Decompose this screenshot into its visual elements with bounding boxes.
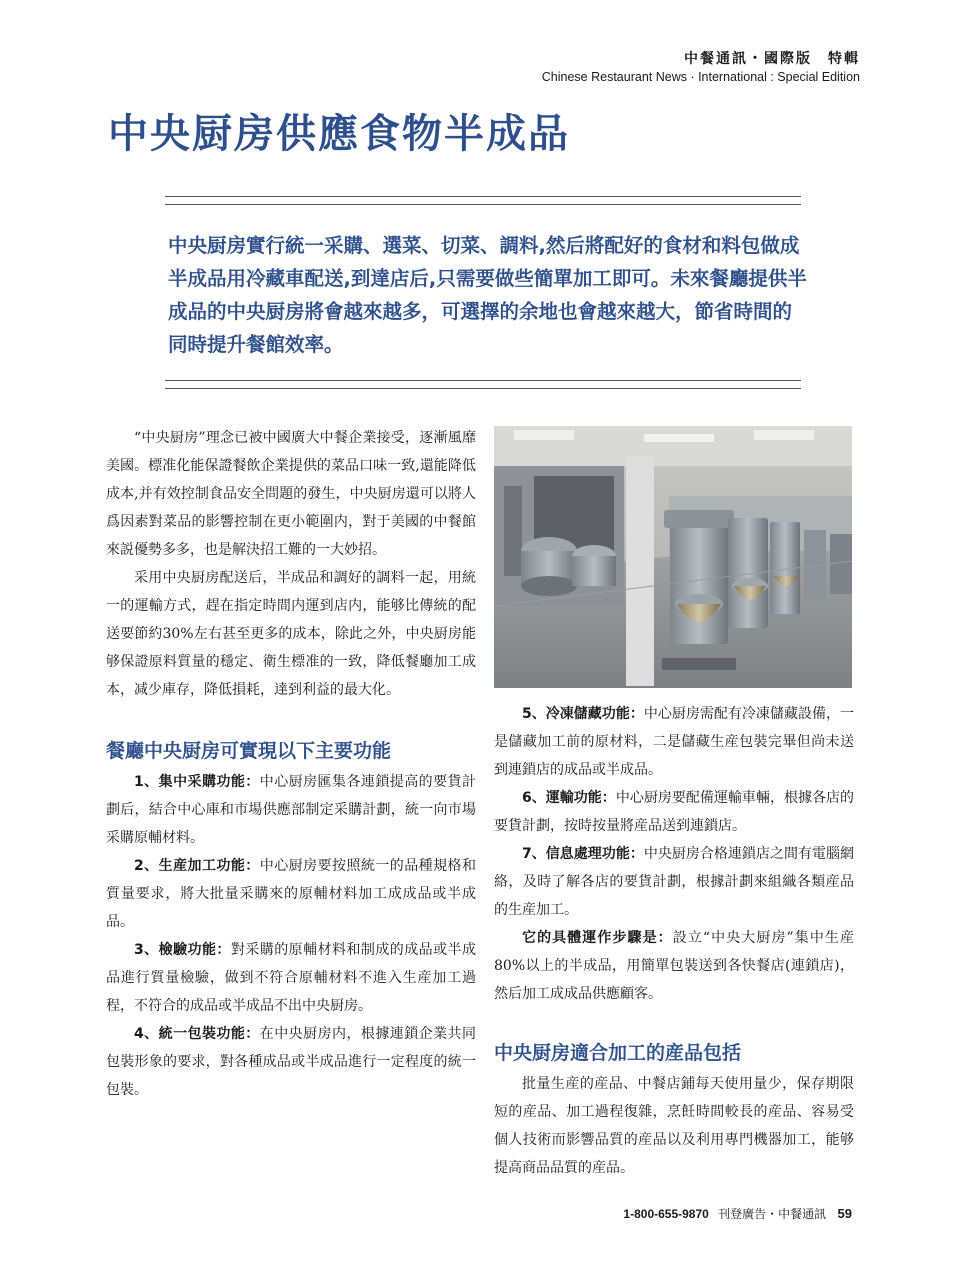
header-publication-en: Chinese Restaurant News · International : Special Edition (541, 70, 860, 84)
function-item (106, 852, 476, 936)
page-footer (623, 1205, 852, 1222)
function-item-label: 7、信息處理功能： (522, 846, 644, 862)
commercial-kitchen-photo (494, 426, 852, 688)
page-header (542, 48, 860, 84)
operation-steps-text: 設立“中央大厨房”集中生産80%以上的半成品，用簡單包裝送到各快餐店(連鎖店)，然后加工成成品供應顧客。 (494, 930, 854, 1002)
footer-phone: 1-800-655-9870 (623, 1207, 709, 1221)
suitable-products-heading: 中央厨房適合加工的産品包括 (494, 1042, 742, 1064)
lead-top-rule (165, 196, 801, 205)
page-number: 59 (837, 1206, 852, 1221)
intro-paragraph-1: “中央厨房”理念已被中國廣大中餐企業接受，逐漸風靡美國。標准化能保證餐飲企業提供的菜品口味一致,還能降低成本,并有效控制食品安全問題的發生，中央厨房還可以將人爲因素對菜品的影響控制在更小範圍内，對于美國的中餐館來説優勢多多，也是解決招工難的一大妙招。 (106, 430, 476, 558)
header-publication-cn: 中餐通訊・國際版 特輯 (684, 51, 860, 67)
article-title: 中央厨房供應食物半成品 (108, 111, 570, 157)
function-item-label: 1、集中采購功能： (134, 774, 260, 790)
function-item (106, 1020, 476, 1104)
function-item-text: 在中央厨房内，根據連鎖企業共同包裝形象的要求，對各種成品或半成品進行一定程度的統一包裝。 (106, 1026, 477, 1098)
function-item (106, 768, 476, 852)
function-item-text: 對采購的原輔材料和制成的成品或半成品進行質量檢驗，做到不符合原輔材料不進入生産加工過程，不符合的成品或半成品不出中央厨房。 (106, 942, 477, 1014)
function-item-label: 4、統一包裝功能： (134, 1026, 260, 1042)
function-item (494, 700, 854, 784)
function-item-text: 中心厨房要按照統一的品種規格和質量要求，將大批量采購來的原輔材料加工成成品或半成品。 (106, 858, 477, 930)
function-item-text: 中心厨房匯集各連鎖提高的要貨計劃后，結合中心庫和市場供應部制定采購計劃，統一向市場采購原輔材料。 (106, 774, 477, 846)
intro-paragraph-2: 采用中央厨房配送后，半成品和調好的調料一起，用統一的運輸方式，趕在指定時間内運到店内，能够比傳統的配送要節約30%左右甚至更多的成本，除此之外，中央厨房能够保證原料質量的穩定、衛生標准的一致，降低餐廳加工成本，减少庫存，降低損耗，達到利益的最大化。 (106, 570, 476, 698)
function-item-label: 5、冷凍儲藏功能： (522, 706, 644, 722)
lead-bottom-rule (165, 380, 801, 389)
function-item-label: 6、運輸功能： (522, 790, 616, 806)
function-item-label: 3、檢驗功能： (134, 942, 231, 958)
article-lead: 中央厨房實行統一采購、選菜、切菜、調料,然后將配好的食材和料包做成半成品用冷藏車配送,到達店后,只需要做些簡單加工即可。未來餐廳提供半成品的中央厨房將會越來越多，可選擇的余地也會越來越大，節省時間的同時提升餐館效率。 (168, 234, 807, 356)
right-column (494, 700, 854, 1182)
suitable-products-paragraph: 批量生産的産品、中餐店鋪每天使用量少，保存期限短的産品、加工過程復雜，烹飪時間較長的産品、容易受個人技術而影響品質的産品以及利用專門機器加工，能够提高商品品質的産品。 (494, 1076, 854, 1176)
function-item-label: 2、生産加工功能： (134, 858, 260, 874)
kitchen-photo-illustration (494, 426, 852, 688)
function-item (106, 936, 476, 1020)
footer-publisher: 刊登廣告・中餐通訊 (718, 1207, 827, 1221)
operation-steps-label: 它的具體運作步驟是： (522, 930, 673, 946)
function-item-text: 中央厨房合格連鎖店之間有電腦網絡，及時了解各店的要貨計劃，根據計劃來組織各類産品的生産加工。 (494, 846, 854, 918)
function-item (494, 784, 854, 840)
function-item-text: 中心厨房要配備運輸車輛，根據各店的要貨計劃，按時按量將産品送到連鎖店。 (494, 790, 855, 834)
function-item-text: 中心厨房需配有冷凍儲藏設備，一是儲藏加工前的原材料，二是儲藏生産包裝完畢但尚未送到連鎖店的成品或半成品。 (494, 706, 854, 778)
left-column (106, 424, 476, 1104)
operation-steps (494, 924, 854, 1008)
function-item (494, 840, 854, 924)
functions-heading: 餐廳中央厨房可實現以下主要功能 (106, 740, 392, 762)
